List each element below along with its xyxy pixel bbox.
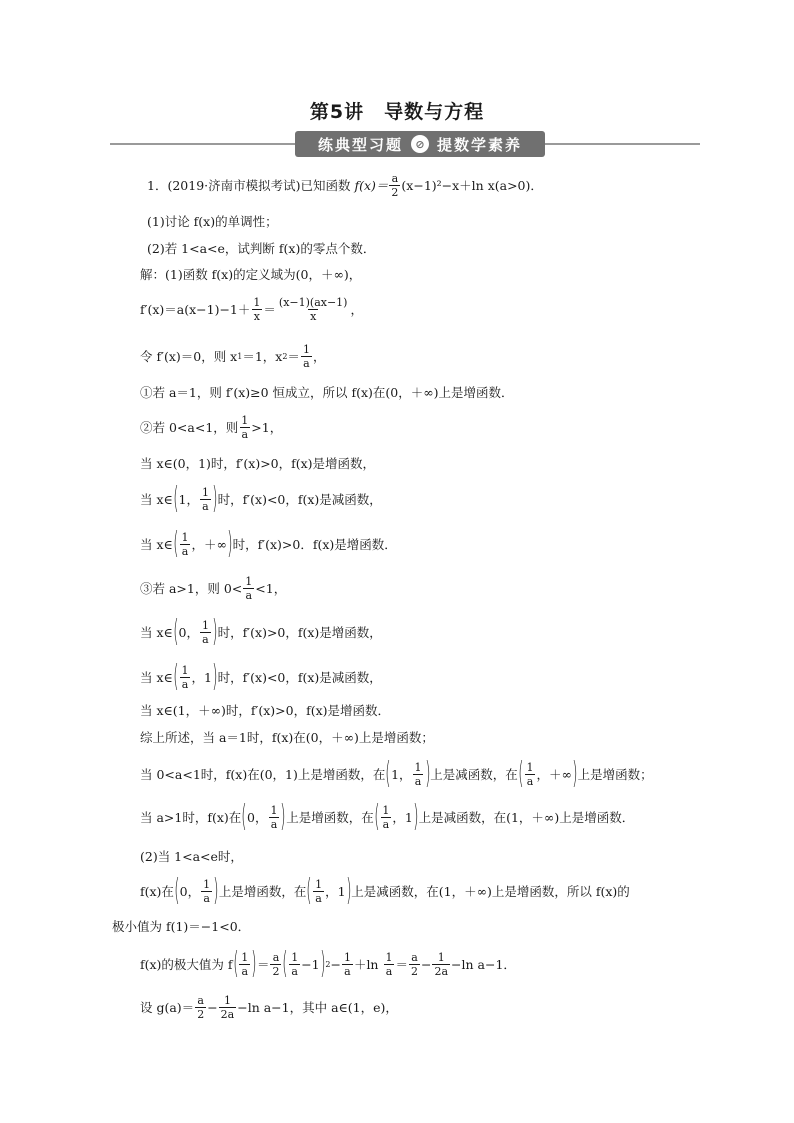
case-3-interval-1: 当 x∈ ( 0， $\frac{1}{a}$ ) 时，f′(x)>0，f(x)是增函数， xyxy=(140,614,382,649)
banner-rule-right xyxy=(545,143,700,145)
roots-line: 令 f′(x)＝0，则 x 1 ＝1，x 2 ＝ $\frac{1}{a}$ ， xyxy=(140,342,326,370)
banner-right-text: 提数学素养 xyxy=(437,135,523,154)
fraction: $\frac{a}{2}$ xyxy=(391,171,399,199)
question-2: (2)若 1<a<e，试判断 f(x)的零点个数． xyxy=(147,241,376,256)
case-3-interval-3: 当 x∈(1，＋∞)时，f′(x)>0，f(x)是增函数． xyxy=(140,703,391,718)
local-max-line: f(x)的极大值为 f ( $\frac{1}{a}$ ) ＝ $\frac{a}{2}$ ( $\frac{1}{a}$ −1 ) 2 − $\frac{1}{a}$ ＋ln $\frac{1}{a}$ ＝ $\frac{a}{2}$ − $\frac{1}{2a}$ −ln a−1． xyxy=(140,946,516,981)
part-2-monotonic: f(x)在 ( 0， $\frac{1}{a}$ ) 上是增函数，在 ( $\frac{1}{a}$ ，1 ) 上是减函数，在(1，＋∞)上是增函数，所以 f(x)的 xyxy=(140,873,630,908)
banner-badge-icon: ⊘ xyxy=(411,135,429,153)
case-2-interval-1: 当 x∈(0，1)时，f′(x)>0，f(x)是增函数， xyxy=(140,456,376,471)
derivative-line: f′(x)＝a(x−1)−1＋ $\frac{1}{x}$ ＝ $\frac{(x-1)(ax-1)}{x}$ ， xyxy=(140,295,363,323)
problem-statement: 1．(2019·济南市模拟考试)已知函数 f(x)＝ $\frac{a}{2}$ (x−1)²−x＋ln x(a>0)． xyxy=(147,171,543,199)
case-1: ①若 a＝1，则 f′(x)≥0 恒成立，所以 f(x)在(0，＋∞)上是增函数． xyxy=(140,385,514,400)
banner-box xyxy=(295,131,545,157)
case-3: ③若 a>1，则 0< $\frac{1}{a}$ <1， xyxy=(140,574,287,602)
part-2-heading: (2)当 1<a<e时， xyxy=(140,849,243,864)
section-banner xyxy=(110,131,700,157)
local-min-line: 极小值为 f(1)＝−1<0． xyxy=(112,919,251,934)
banner-rule-left xyxy=(110,143,295,145)
summary-line-2: 当 0<a<1时，f(x)在(0，1)上是增函数，在 ( 1， $\frac{1}{a}$ ) 上是减函数，在 ( $\frac{1}{a}$ ，＋∞ ) 上是增函数； xyxy=(140,756,653,791)
summary-line-1: 综上所述，当 a＝1时，f(x)在(0，＋∞)上是增函数； xyxy=(140,730,434,745)
case-2-interval-3: 当 x∈ ( $\frac{1}{a}$ ，＋∞ ) 时，f′(x)>0．f(x)是增函数． xyxy=(140,526,397,561)
case-3-interval-2: 当 x∈ ( $\frac{1}{a}$ ，1 ) 时，f′(x)<0，f(x)是减函数， xyxy=(140,659,382,694)
question-1: (1)讨论 f(x)的单调性； xyxy=(147,214,278,229)
banner-left-text: 练典型习题 xyxy=(317,135,403,154)
case-2: ②若 0<a<1，则 $\frac{1}{a}$ >1， xyxy=(140,413,283,441)
g-definition-line: 设 g(a)＝ $\frac{a}{2}$ − $\frac{1}{2a}$ −ln a−1，其中 a∈(1，e)， xyxy=(140,993,398,1021)
solution-line: 解：(1)函数 f(x)的定义域为(0，＋∞)， xyxy=(140,267,362,282)
page-title: 第5讲 导数与方程 xyxy=(309,101,485,123)
summary-line-3: 当 a>1时，f(x)在 ( 0， $\frac{1}{a}$ ) 上是增函数，在 ( $\frac{1}{a}$ ，1 ) 上是减函数，在(1，＋∞)上是增函数． xyxy=(140,799,635,834)
case-2-interval-2: 当 x∈ ( 1， $\frac{1}{a}$ ) 时，f′(x)<0，f(x)是减函数， xyxy=(140,481,382,516)
